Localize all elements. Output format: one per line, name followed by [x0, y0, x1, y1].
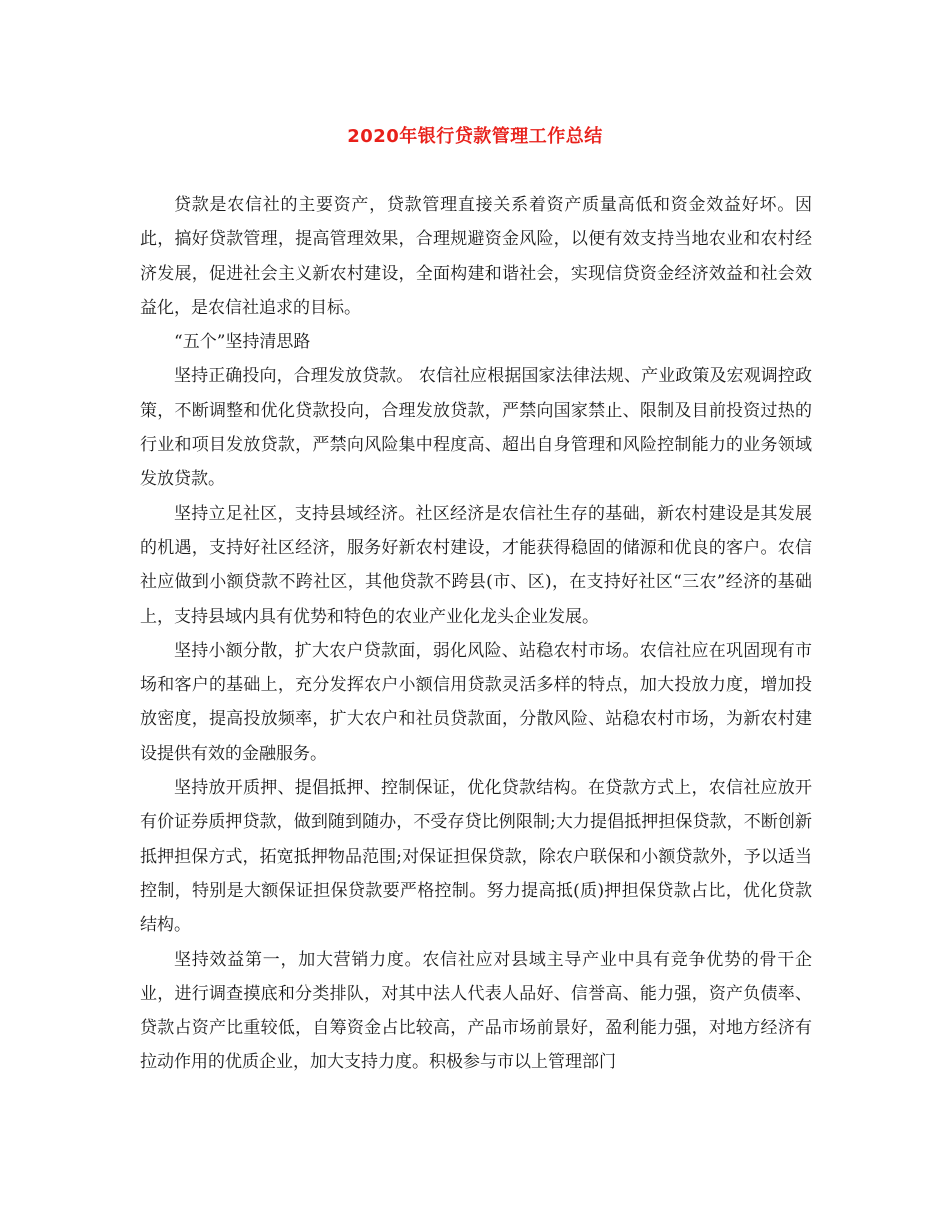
section-heading: “五个”坚持清思路 — [174, 332, 311, 353]
document-title: 2020年银行贷款管理工作总结 — [347, 126, 603, 147]
paragraph-loan-structure: 坚持放开质押、提倡抵押、控制保证，优化贷款结构。在贷款方式上，农信社应放开有价证券质押贷款，做到随到随办，不受存贷比例限制;大力提倡抵押担保贷款，不断创新抵押担保方式，拓宽抵押物品范围;对保证担保贷款，除农户联保和小额贷款外，予以适当控制，特别是大额保证担保贷款要严格控制。努力提高抵(质)押担保贷款占比，优化贷款结构。 — [140, 778, 812, 936]
paragraph-intro: 贷款是农信社的主要资产，贷款管理直接关系着资产质量高低和资金效益好坏。因此，搞好贷款管理，提高管理效果，合理规避资金风险，以便有效支持当地农业和农村经济发展，促进社会主义新农村建设，全面构建和谐社会，实现信贷资金经济效益和社会效益化，是农信社追求的目标。 — [140, 195, 812, 318]
paragraph-efficiency: 坚持效益第一，加大营销力度。农信社应对县域主导产业中具有竞争优势的骨干企业，进行调查摸底和分类排队，对其中法人代表人品好、信誉高、能力强，资产负债率、贷款占资产比重较低，自筹资金占比较高，产品市场前景好，盈利能力强，对地方经济有拉动作用的优质企业，加大支持力度。积极参与市以上管理部门 — [140, 949, 812, 1073]
document-body — [140, 188, 812, 1080]
paragraph-investment-direction: 坚持正确投向，合理发放贷款。 农信社应根据国家法律法规、产业政策及宏观调控政策，不断调整和优化贷款投向，合理发放贷款，严禁向国家禁止、限制及目前投资过热的行业和项目发放贷款，严禁向风险集中程度高、超出自身管理和风险控制能力的业务领域发放贷款。 — [140, 366, 812, 490]
paragraph-community: 坚持立足社区，支持县域经济。社区经济是农信社生存的基础，新农村建设是其发展的机遇，支持好社区经济，服务好新农村建设，才能获得稳固的储源和优良的客户。农信社应做到小额贷款不跨社区，其他贷款不跨县(市、区)，在支持好社区“三农”经济的基础上，支持县域内具有优势和特色的农业产业化龙头企业发展。 — [140, 503, 812, 627]
paragraph-small-loans: 坚持小额分散，扩大农户贷款面，弱化风险、站稳农村市场。农信社应在巩固现有市场和客户的基础上，充分发挥农户小额信用贷款灵活多样的特点，加大投放力度，增加投放密度，提高投放频率，扩大农户和社员贷款面，分散风险、站稳农村市场，为新农村建设提供有效的金融服务。 — [140, 640, 812, 764]
